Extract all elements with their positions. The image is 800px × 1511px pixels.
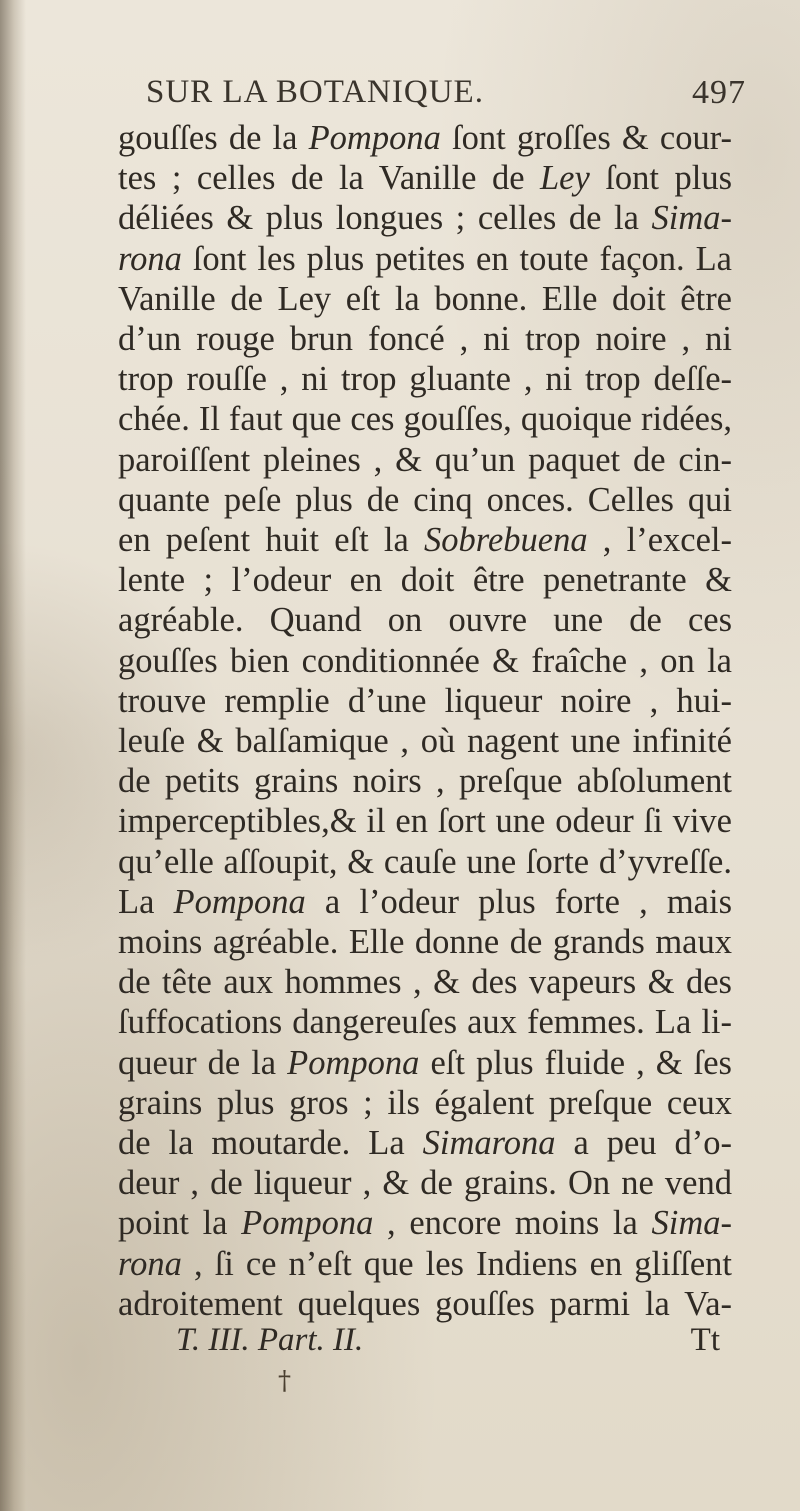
italic-term: Sima- bbox=[651, 1204, 732, 1243]
text-segment: a peu d’o- bbox=[555, 1124, 732, 1163]
text-segment: moins agréable. Elle donne de grands maux bbox=[118, 923, 732, 962]
text-line bbox=[118, 882, 732, 922]
body-text bbox=[118, 118, 738, 1324]
text-segment: en peſent huit eſt la bbox=[118, 521, 425, 560]
running-head: SUR LA BOTANIQUE. bbox=[146, 74, 484, 110]
text-line bbox=[118, 600, 732, 640]
text-line bbox=[118, 399, 732, 439]
italic-term: Sima- bbox=[651, 199, 732, 238]
italic-term: Ley bbox=[540, 159, 590, 198]
text-segment: deur , de liqueur , & de grains. On ne vend bbox=[118, 1164, 732, 1203]
italic-term: rona bbox=[118, 239, 182, 278]
text-segment: eſt plus fluide , & ſes bbox=[419, 1043, 732, 1082]
text-segment: , encore moins la bbox=[373, 1204, 652, 1243]
text-line bbox=[118, 279, 732, 319]
text-line bbox=[118, 1002, 732, 1042]
text-segment: La bbox=[118, 882, 174, 921]
text-segment: Vanille de Ley eſt la bonne. Elle doit être bbox=[118, 279, 732, 318]
text-segment: ſont les plus petites en toute façon. La bbox=[181, 239, 732, 278]
text-line bbox=[118, 1163, 732, 1203]
text-segment: ſuffocations dangereuſes aux femmes. La li- bbox=[118, 1003, 732, 1042]
text-segment: ſont groſſes & cour- bbox=[440, 119, 732, 157]
text-segment: trop rouſſe , ni trop gluante , ni trop deſſe- bbox=[118, 360, 732, 399]
italic-term: Pompona bbox=[173, 882, 306, 921]
text-line bbox=[118, 560, 732, 600]
italic-term: Simarona bbox=[422, 1124, 556, 1163]
text-segment: gouſſes de la bbox=[118, 119, 309, 157]
text-line bbox=[118, 922, 732, 962]
text-segment: tes ; celles de la Vanille de bbox=[118, 159, 540, 198]
text-segment: leuſe & balſamique , où nagent une infinité bbox=[118, 722, 732, 761]
text-segment: gouſſes bien conditionnée & fraîche , on la bbox=[118, 641, 732, 680]
text-line bbox=[118, 359, 732, 399]
text-segment: de petits grains noirs , preſque abſolument bbox=[118, 762, 732, 801]
italic-term: Pompona bbox=[241, 1204, 374, 1243]
page-number: 497 bbox=[692, 74, 746, 111]
text-line bbox=[118, 440, 732, 480]
text-segment: lente ; l’odeur en doit être penetrante & bbox=[118, 561, 732, 600]
text-segment: a l’odeur plus forte , mais bbox=[305, 882, 732, 921]
text-line bbox=[118, 962, 732, 1002]
italic-term: Sobrebuena bbox=[424, 521, 588, 560]
text-line bbox=[118, 641, 732, 681]
text-line bbox=[118, 520, 732, 560]
page-gutter-shadow bbox=[0, 0, 26, 1511]
text-line bbox=[118, 761, 732, 801]
text-line bbox=[118, 1123, 732, 1163]
text-segment: chée. Il faut que ces gouſſes, quoique ridées, bbox=[118, 400, 732, 439]
page-header bbox=[118, 72, 746, 118]
text-segment: trouve remplie d’une liqueur noire , hui- bbox=[118, 681, 732, 720]
text-line bbox=[118, 1083, 732, 1123]
footer-line bbox=[118, 1324, 738, 1364]
text-segment: déliées & plus longues ; celles de la bbox=[118, 199, 652, 238]
text-line bbox=[118, 158, 732, 198]
italic-term: rona bbox=[118, 1244, 182, 1283]
text-segment: queur de la bbox=[118, 1043, 288, 1082]
text-segment: quante peſe plus de cinq onces. Celles qui bbox=[118, 480, 732, 519]
ink-mark: † bbox=[278, 1366, 291, 1396]
text-line bbox=[118, 1244, 732, 1284]
text-line bbox=[118, 319, 732, 359]
text-segment: grains plus gros ; ils égalent preſque ceux bbox=[118, 1083, 732, 1122]
volume-mark: T. III. Part. II. bbox=[176, 1322, 364, 1359]
text-segment: ſont plus bbox=[589, 159, 732, 198]
italic-term: Pompona bbox=[287, 1043, 420, 1082]
signature-mark: Tt bbox=[690, 1322, 720, 1359]
text-segment: point la bbox=[118, 1204, 242, 1243]
text-line bbox=[118, 239, 732, 279]
text-line bbox=[118, 118, 732, 158]
text-line bbox=[118, 1043, 732, 1083]
text-segment: qu’elle aſſoupit, & cauſe une ſorte d’yvreſſe. bbox=[118, 842, 732, 881]
text-segment: de tête aux hommes , & des vapeurs & des bbox=[118, 963, 732, 1002]
text-segment: d’un rouge brun foncé , ni trop noire , ni bbox=[118, 320, 732, 359]
text-segment: , ſi ce n’eſt que les Indiens en gliſſent bbox=[181, 1244, 732, 1283]
text-line bbox=[118, 480, 732, 520]
text-line bbox=[118, 842, 732, 882]
text-segment: paroiſſent pleines , & qu’un paquet de cin- bbox=[118, 440, 732, 479]
italic-term: Pompona bbox=[308, 119, 441, 157]
text-segment: agréable. Quand on ouvre une de ces bbox=[118, 601, 732, 640]
text-line bbox=[118, 1203, 732, 1243]
text-line bbox=[118, 681, 732, 721]
text-segment: imperceptibles,& il en ſort une odeur ſi vive bbox=[118, 802, 732, 841]
book-page bbox=[118, 72, 746, 1364]
text-line bbox=[118, 721, 732, 761]
text-line bbox=[118, 1284, 732, 1324]
text-line bbox=[118, 198, 732, 238]
text-segment: adroitement quelques gouſſes parmi la Va- bbox=[118, 1284, 732, 1323]
text-segment: , l’excel- bbox=[587, 521, 732, 560]
text-line bbox=[118, 801, 732, 841]
text-segment: de la moutarde. La bbox=[118, 1124, 423, 1163]
